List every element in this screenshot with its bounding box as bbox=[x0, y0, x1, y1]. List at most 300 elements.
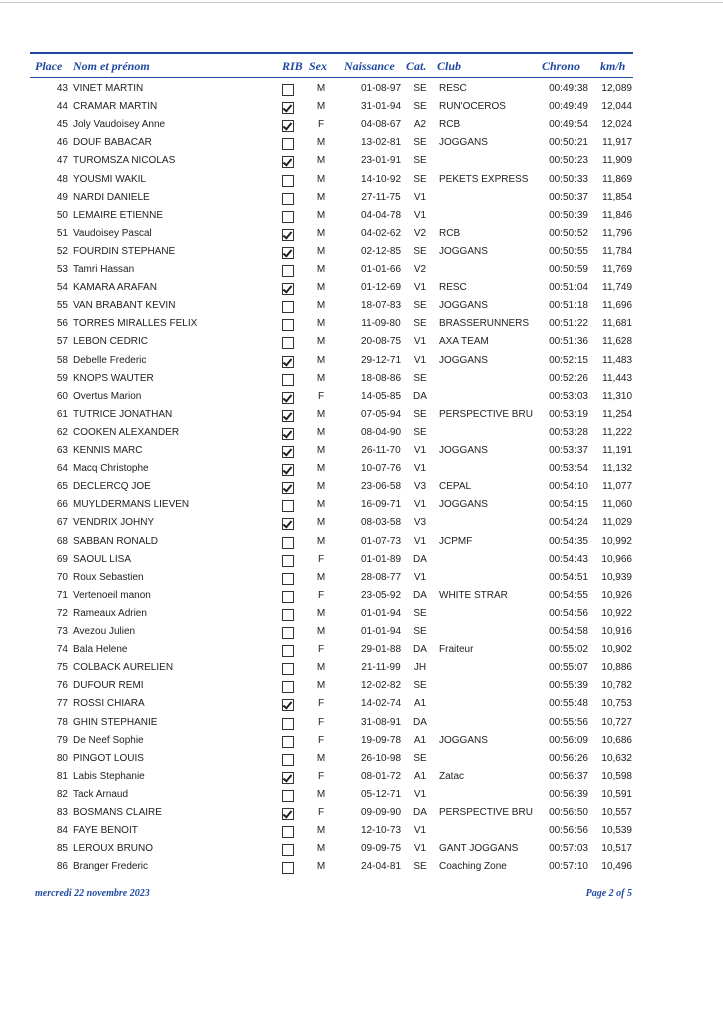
table-row bbox=[0, 352, 723, 370]
rib-checkbox[interactable] bbox=[282, 301, 294, 313]
place-cell: 68 bbox=[56, 535, 68, 547]
place-cell: 56 bbox=[56, 318, 68, 330]
chrono-cell: 00:57:10 bbox=[549, 861, 588, 873]
birthdate-cell: 18-07-83 bbox=[360, 300, 402, 312]
club-cell: CEPAL bbox=[439, 481, 472, 493]
birthdate-cell: 04-04-78 bbox=[360, 209, 402, 221]
rib-checkbox[interactable] bbox=[282, 156, 294, 168]
speed-cell: 12,089 bbox=[601, 83, 632, 94]
header-kmh: km/h bbox=[600, 59, 626, 73]
place-cell: 74 bbox=[56, 644, 68, 656]
birthdate-cell: 12-02-82 bbox=[360, 680, 402, 692]
footer-date: mercredi 22 novembre 2023 bbox=[35, 888, 150, 899]
name-cell: KAMARA ARAFAN bbox=[73, 282, 157, 294]
rib-checkbox[interactable] bbox=[282, 410, 294, 422]
club-cell: AXA TEAM bbox=[439, 336, 489, 348]
birthdate-cell: 11-09-80 bbox=[361, 318, 401, 330]
rib-checkbox[interactable] bbox=[282, 681, 294, 693]
rib-checkbox[interactable] bbox=[282, 500, 294, 512]
place-cell: 47 bbox=[56, 155, 68, 167]
chrono-cell: 00:56:37 bbox=[549, 770, 588, 782]
name-cell: Vertenoeil manon bbox=[73, 589, 151, 601]
category-cell: SE bbox=[413, 626, 427, 637]
header-rib: RIB bbox=[282, 59, 303, 73]
speed-cell: 11,681 bbox=[602, 318, 632, 330]
table-row bbox=[0, 695, 723, 713]
chrono-cell: 00:52:15 bbox=[549, 354, 588, 366]
name-cell: LEMAIRE ETIENNE bbox=[73, 209, 164, 221]
birthdate-cell: 07-05-94 bbox=[360, 408, 402, 420]
rib-checkbox[interactable] bbox=[282, 609, 294, 621]
header-chrono: Chrono bbox=[542, 59, 581, 73]
speed-cell: 10,496 bbox=[601, 861, 632, 873]
chrono-cell: 00:53:54 bbox=[549, 463, 588, 475]
birthdate-cell: 26-10-98 bbox=[360, 752, 402, 764]
sex-cell: M bbox=[316, 843, 326, 855]
name-cell: VINET MARTIN bbox=[73, 83, 144, 94]
rib-checkbox[interactable] bbox=[282, 193, 294, 205]
table-row bbox=[0, 442, 723, 460]
place-cell: 84 bbox=[56, 825, 68, 837]
rib-checkbox[interactable] bbox=[282, 537, 294, 549]
rib-checkbox[interactable] bbox=[282, 555, 294, 567]
sex-cell: F bbox=[317, 698, 325, 710]
speed-cell: 11,784 bbox=[602, 245, 632, 257]
rib-checkbox[interactable] bbox=[282, 754, 294, 766]
sex-cell: M bbox=[316, 752, 326, 764]
rib-checkbox[interactable] bbox=[282, 844, 294, 856]
category-cell: SE bbox=[413, 318, 427, 330]
club-cell: PERSPECTIVE BRU bbox=[439, 408, 533, 420]
club-cell: RCB bbox=[439, 119, 461, 131]
rib-checkbox[interactable] bbox=[282, 627, 294, 639]
name-cell: YOUSMI WAKIL bbox=[73, 173, 146, 185]
speed-cell: 10,992 bbox=[601, 535, 632, 547]
table-row bbox=[0, 478, 723, 496]
sex-cell: F bbox=[317, 119, 325, 131]
birthdate-cell: 23-05-92 bbox=[360, 589, 402, 601]
category-cell: SE bbox=[413, 101, 427, 113]
sex-cell: F bbox=[317, 716, 325, 728]
name-cell: Avezou Julien bbox=[73, 626, 136, 637]
speed-cell: 10,926 bbox=[601, 589, 632, 601]
place-cell: 75 bbox=[56, 662, 68, 674]
birthdate-cell: 08-04-90 bbox=[360, 426, 402, 438]
speed-cell: 12,044 bbox=[601, 101, 632, 113]
sex-cell: M bbox=[316, 517, 326, 529]
speed-cell: 11,077 bbox=[602, 481, 632, 493]
sex-cell: M bbox=[316, 626, 326, 637]
club-cell: Coaching Zone bbox=[439, 861, 507, 873]
birthdate-cell: 23-01-91 bbox=[360, 155, 402, 167]
club-cell: PEKETS EXPRESS bbox=[439, 173, 529, 185]
speed-cell: 11,222 bbox=[602, 426, 632, 438]
table-row bbox=[0, 714, 723, 732]
table-row bbox=[0, 641, 723, 659]
birthdate-cell: 31-01-94 bbox=[360, 101, 402, 113]
sex-cell: M bbox=[316, 318, 326, 330]
place-cell: 70 bbox=[56, 571, 68, 583]
place-cell: 67 bbox=[56, 517, 68, 529]
category-cell: V1 bbox=[413, 282, 427, 294]
sex-cell: M bbox=[316, 372, 326, 384]
speed-cell: 10,517 bbox=[601, 843, 632, 855]
club-cell: RESC bbox=[439, 282, 467, 294]
rib-checkbox[interactable] bbox=[282, 265, 294, 277]
speed-cell: 11,846 bbox=[602, 209, 632, 221]
name-cell: SABBAN RONALD bbox=[73, 535, 159, 547]
category-cell: DA bbox=[413, 716, 427, 728]
sex-cell: M bbox=[316, 354, 326, 366]
chrono-cell: 00:54:10 bbox=[549, 481, 588, 493]
rib-checkbox[interactable] bbox=[282, 247, 294, 259]
place-cell: 45 bbox=[56, 119, 68, 131]
chrono-cell: 00:53:19 bbox=[549, 408, 588, 420]
club-cell: JOGGANS bbox=[439, 499, 488, 511]
category-cell: SE bbox=[413, 607, 427, 619]
place-cell: 64 bbox=[56, 463, 68, 475]
birthdate-cell: 05-12-71 bbox=[360, 788, 402, 800]
birthdate-cell: 01-08-97 bbox=[360, 83, 402, 94]
club-cell: JOGGANS bbox=[439, 245, 488, 257]
birthdate-cell: 12-10-73 bbox=[360, 825, 402, 837]
name-cell: TUROMSZA NICOLAS bbox=[73, 155, 176, 167]
place-cell: 49 bbox=[56, 191, 68, 203]
sex-cell: F bbox=[317, 734, 325, 746]
birthdate-cell: 16-09-71 bbox=[360, 499, 402, 511]
category-cell: DA bbox=[413, 807, 427, 818]
place-cell: 61 bbox=[56, 408, 68, 420]
sex-cell: M bbox=[316, 173, 326, 185]
club-cell: Zatac bbox=[439, 770, 465, 782]
name-cell: De Neef Sophie bbox=[73, 734, 144, 746]
birthdate-cell: 01-01-94 bbox=[360, 607, 402, 619]
place-cell: 59 bbox=[56, 372, 68, 384]
category-cell: SE bbox=[413, 861, 427, 873]
place-cell: 73 bbox=[56, 626, 68, 637]
rib-checkbox[interactable] bbox=[282, 428, 294, 440]
rib-checkbox[interactable] bbox=[282, 772, 294, 784]
chrono-cell: 00:50:23 bbox=[549, 155, 588, 167]
rib-checkbox[interactable] bbox=[282, 138, 294, 150]
birthdate-cell: 10-07-76 bbox=[360, 463, 402, 475]
rib-checkbox[interactable] bbox=[282, 518, 294, 530]
name-cell: Macq Christophe bbox=[73, 463, 149, 475]
category-cell: SE bbox=[413, 680, 427, 692]
speed-cell: 10,886 bbox=[601, 662, 632, 674]
table-row bbox=[0, 207, 723, 225]
place-cell: 55 bbox=[56, 300, 68, 312]
speed-cell: 11,909 bbox=[602, 155, 632, 167]
speed-cell: 11,869 bbox=[602, 173, 632, 185]
speed-cell: 11,483 bbox=[602, 354, 632, 366]
place-cell: 65 bbox=[56, 481, 68, 493]
place-cell: 72 bbox=[56, 607, 68, 619]
table-row bbox=[0, 804, 723, 822]
chrono-cell: 00:50:37 bbox=[549, 191, 588, 203]
birthdate-cell: 18-08-86 bbox=[360, 372, 402, 384]
place-cell: 82 bbox=[56, 788, 68, 800]
chrono-cell: 00:49:49 bbox=[549, 101, 588, 113]
speed-cell: 10,727 bbox=[601, 716, 632, 728]
sex-cell: M bbox=[316, 788, 326, 800]
birthdate-cell: 08-01-72 bbox=[360, 770, 402, 782]
birthdate-cell: 20-08-75 bbox=[360, 336, 402, 348]
birthdate-cell: 04-08-67 bbox=[360, 119, 402, 131]
chrono-cell: 00:49:54 bbox=[549, 119, 588, 131]
birthdate-cell: 26-11-70 bbox=[361, 445, 401, 456]
speed-cell: 10,939 bbox=[601, 571, 632, 583]
club-cell: JOGGANS bbox=[439, 734, 488, 746]
speed-cell: 11,854 bbox=[602, 191, 632, 203]
chrono-cell: 00:49:38 bbox=[549, 83, 588, 94]
table-row bbox=[0, 152, 723, 170]
speed-cell: 11,443 bbox=[602, 372, 632, 384]
category-cell: V1 bbox=[413, 535, 427, 547]
rib-checkbox[interactable] bbox=[282, 808, 294, 820]
table-row bbox=[0, 677, 723, 695]
speed-cell: 11,060 bbox=[602, 499, 632, 511]
sex-cell: F bbox=[317, 589, 325, 601]
chrono-cell: 00:51:36 bbox=[549, 336, 588, 348]
place-cell: 54 bbox=[56, 282, 68, 294]
table-row bbox=[0, 424, 723, 442]
header-place: Place bbox=[35, 59, 63, 73]
speed-cell: 11,191 bbox=[602, 445, 632, 456]
table-row bbox=[0, 297, 723, 315]
name-cell: Branger Frederic bbox=[73, 861, 149, 873]
name-cell: VENDRIX JOHNY bbox=[73, 517, 155, 529]
category-cell: DA bbox=[413, 553, 427, 565]
table-row bbox=[0, 406, 723, 424]
rib-checkbox[interactable] bbox=[282, 229, 294, 241]
speed-cell: 11,769 bbox=[602, 264, 632, 275]
place-cell: 71 bbox=[56, 589, 68, 601]
chrono-cell: 00:50:21 bbox=[549, 137, 588, 149]
name-cell: SAOUL LISA bbox=[73, 553, 131, 565]
page-top-edge bbox=[0, 2, 723, 3]
name-cell: TUTRICE JONATHAN bbox=[73, 408, 173, 420]
birthdate-cell: 08-03-58 bbox=[360, 517, 402, 529]
sex-cell: M bbox=[316, 607, 326, 619]
category-cell: DA bbox=[413, 390, 427, 402]
sex-cell: M bbox=[316, 481, 326, 493]
rib-checkbox[interactable] bbox=[282, 645, 294, 657]
birthdate-cell: 09-09-75 bbox=[360, 843, 402, 855]
header-cat: Cat. bbox=[406, 59, 427, 73]
table-row bbox=[0, 659, 723, 677]
speed-cell: 11,749 bbox=[602, 282, 632, 294]
chrono-cell: 00:53:28 bbox=[549, 426, 588, 438]
place-cell: 44 bbox=[56, 101, 68, 113]
name-cell: Bala Helene bbox=[73, 644, 128, 656]
chrono-cell: 00:50:33 bbox=[549, 173, 588, 185]
name-cell: DECLERCQ JOE bbox=[73, 481, 151, 493]
birthdate-cell: 01-07-73 bbox=[360, 535, 402, 547]
sex-cell: M bbox=[316, 137, 326, 149]
place-cell: 76 bbox=[56, 680, 68, 692]
birthdate-cell: 01-12-69 bbox=[360, 282, 402, 294]
chrono-cell: 00:56:56 bbox=[549, 825, 588, 837]
category-cell: V1 bbox=[413, 354, 427, 366]
sex-cell: M bbox=[316, 463, 326, 475]
rib-checkbox[interactable] bbox=[282, 319, 294, 331]
birthdate-cell: 04-02-62 bbox=[360, 227, 402, 239]
rib-checkbox[interactable] bbox=[282, 862, 294, 874]
rib-checkbox[interactable] bbox=[282, 446, 294, 458]
rib-checkbox[interactable] bbox=[282, 120, 294, 132]
rib-checkbox[interactable] bbox=[282, 591, 294, 603]
place-cell: 58 bbox=[56, 354, 68, 366]
rib-checkbox[interactable] bbox=[282, 374, 294, 386]
category-cell: V1 bbox=[413, 191, 427, 203]
category-cell: A1 bbox=[413, 770, 427, 782]
sex-cell: M bbox=[316, 426, 326, 438]
sex-cell: M bbox=[316, 571, 326, 583]
speed-cell: 10,686 bbox=[601, 734, 632, 746]
rib-checkbox[interactable] bbox=[282, 482, 294, 494]
rib-checkbox[interactable] bbox=[282, 663, 294, 675]
chrono-cell: 00:57:03 bbox=[549, 843, 588, 855]
name-cell: FAYE BENOIT bbox=[73, 825, 138, 837]
sex-cell: F bbox=[317, 390, 325, 402]
category-cell: SE bbox=[413, 173, 427, 185]
rib-checkbox[interactable] bbox=[282, 573, 294, 585]
table-row bbox=[0, 370, 723, 388]
chrono-cell: 00:56:50 bbox=[549, 807, 588, 818]
speed-cell: 11,029 bbox=[602, 517, 632, 529]
table-row bbox=[0, 460, 723, 478]
rib-checkbox[interactable] bbox=[282, 211, 294, 223]
rib-checkbox[interactable] bbox=[282, 175, 294, 187]
rib-checkbox[interactable] bbox=[282, 283, 294, 295]
header-name: Nom et prénom bbox=[73, 59, 150, 73]
category-cell: V1 bbox=[413, 825, 427, 837]
rib-checkbox[interactable] bbox=[282, 790, 294, 802]
sex-cell: M bbox=[316, 535, 326, 547]
speed-cell: 10,539 bbox=[601, 825, 632, 837]
name-cell: TORRES MIRALLES FELIX bbox=[73, 318, 198, 330]
sex-cell: F bbox=[317, 553, 325, 565]
sex-cell: M bbox=[316, 680, 326, 692]
rib-checkbox[interactable] bbox=[282, 464, 294, 476]
rib-checkbox[interactable] bbox=[282, 718, 294, 730]
name-cell: BOSMANS CLAIRE bbox=[73, 807, 162, 818]
birthdate-cell: 09-09-90 bbox=[360, 807, 402, 818]
birthdate-cell: 29-01-88 bbox=[360, 644, 402, 656]
table-row bbox=[0, 98, 723, 116]
place-cell: 53 bbox=[56, 264, 68, 275]
chrono-cell: 00:56:26 bbox=[549, 752, 588, 764]
category-cell: SE bbox=[413, 426, 427, 438]
name-cell: COOKEN ALEXANDER bbox=[73, 426, 180, 438]
birthdate-cell: 13-02-81 bbox=[360, 137, 402, 149]
table-row bbox=[0, 388, 723, 406]
category-cell: V1 bbox=[413, 843, 427, 855]
club-cell: JCPMF bbox=[439, 535, 473, 547]
table-row bbox=[0, 225, 723, 243]
speed-cell: 11,310 bbox=[602, 390, 632, 402]
table-row bbox=[0, 279, 723, 297]
category-cell: V1 bbox=[413, 209, 427, 221]
name-cell: GHIN STEPHANIE bbox=[73, 716, 158, 728]
chrono-cell: 00:55:07 bbox=[549, 662, 588, 674]
club-cell: RESC bbox=[439, 83, 467, 94]
table-row bbox=[0, 514, 723, 532]
speed-cell: 10,753 bbox=[601, 698, 632, 710]
chrono-cell: 00:50:59 bbox=[549, 264, 588, 275]
category-cell: SE bbox=[413, 300, 427, 312]
chrono-cell: 00:55:39 bbox=[549, 680, 588, 692]
place-cell: 77 bbox=[56, 698, 68, 710]
speed-cell: 10,598 bbox=[601, 770, 632, 782]
rib-checkbox[interactable] bbox=[282, 392, 294, 404]
sex-cell: M bbox=[316, 662, 326, 674]
chrono-cell: 00:50:52 bbox=[549, 227, 588, 239]
chrono-cell: 00:54:58 bbox=[549, 626, 588, 637]
chrono-cell: 00:54:56 bbox=[549, 607, 588, 619]
table-row bbox=[0, 750, 723, 768]
birthdate-cell: 23-06-58 bbox=[360, 481, 402, 493]
sex-cell: M bbox=[316, 499, 326, 511]
header-birth: Naissance bbox=[344, 59, 395, 73]
table-row bbox=[0, 768, 723, 786]
place-cell: 57 bbox=[56, 336, 68, 348]
club-cell: Fraiteur bbox=[439, 644, 474, 656]
club-cell: WHITE STRAR bbox=[439, 589, 508, 601]
place-cell: 50 bbox=[56, 209, 68, 221]
rib-checkbox[interactable] bbox=[282, 337, 294, 349]
chrono-cell: 00:50:55 bbox=[549, 245, 588, 257]
chrono-cell: 00:53:03 bbox=[549, 390, 588, 402]
club-cell: RUN'OCEROS bbox=[439, 101, 506, 113]
category-cell: V1 bbox=[413, 336, 427, 348]
speed-cell: 10,922 bbox=[601, 607, 632, 619]
name-cell: MUYLDERMANS LIEVEN bbox=[73, 499, 190, 511]
name-cell: Tack Arnaud bbox=[73, 788, 129, 800]
table-row bbox=[0, 261, 723, 279]
speed-cell: 10,591 bbox=[601, 788, 632, 800]
name-cell: PINGOT LOUIS bbox=[73, 752, 144, 764]
rib-checkbox[interactable] bbox=[282, 102, 294, 114]
name-cell: Tamri Hassan bbox=[73, 264, 135, 275]
speed-cell: 11,696 bbox=[602, 300, 632, 312]
rib-checkbox[interactable] bbox=[282, 356, 294, 368]
club-cell: RCB bbox=[439, 227, 461, 239]
chrono-cell: 00:50:39 bbox=[549, 209, 588, 221]
rib-checkbox[interactable] bbox=[282, 736, 294, 748]
rib-checkbox[interactable] bbox=[282, 826, 294, 838]
category-cell: V1 bbox=[413, 499, 427, 511]
place-cell: 48 bbox=[56, 173, 68, 185]
speed-cell: 10,782 bbox=[601, 680, 632, 692]
category-cell: V3 bbox=[413, 481, 427, 493]
chrono-cell: 00:55:48 bbox=[549, 698, 588, 710]
name-cell: NARDI DANIELE bbox=[73, 191, 150, 203]
rib-checkbox[interactable] bbox=[282, 699, 294, 711]
name-cell: COLBACK AURELIEN bbox=[73, 662, 174, 674]
birthdate-cell: 14-02-74 bbox=[360, 698, 402, 710]
birthdate-cell: 29-12-71 bbox=[360, 354, 402, 366]
rib-checkbox[interactable] bbox=[282, 84, 294, 96]
club-cell: PERSPECTIVE BRU bbox=[439, 807, 533, 818]
table-row bbox=[0, 533, 723, 551]
chrono-cell: 00:54:51 bbox=[549, 571, 588, 583]
name-cell: Labis Stephanie bbox=[73, 770, 145, 782]
category-cell: A1 bbox=[413, 698, 427, 710]
name-cell: Overtus Marion bbox=[73, 390, 142, 402]
sex-cell: M bbox=[316, 445, 326, 456]
